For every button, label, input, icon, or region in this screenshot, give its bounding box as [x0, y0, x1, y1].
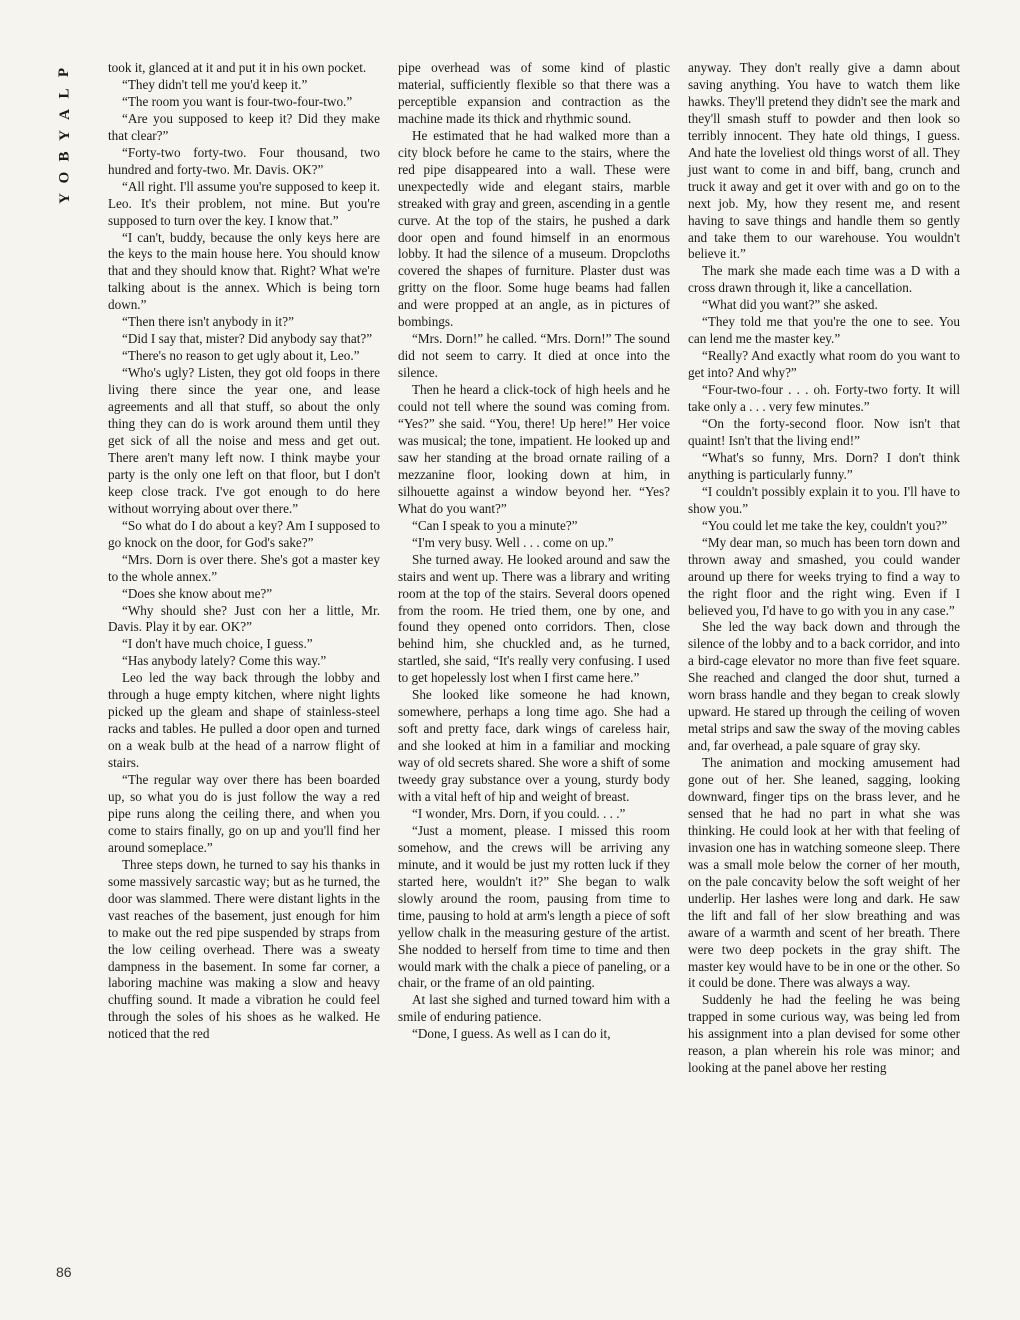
paragraph: “Did I say that, mister? Did anybody say that?” [122, 331, 373, 347]
paragraph: “You could let me take the key, couldn't you?” [702, 517, 948, 533]
text-column-1 [108, 60, 380, 1043]
paragraph: He estimated that he had walked more than a city block before he came to the stairs, where the red pipe disappeared into a wall. These were unexpectedly wide and elegant stairs, marble streaked with gray and green, ascending in a gentle curve. At the top of the stairs, he pushed a dark door open and found himself in an enormous lobby. It had the silence of a museum. Dropcloths covered the shapes of furniture. Plaster dust was gritty on the floor. Some huge beams had fallen and were propped at an angle, as in pictures of bombings. [398, 127, 670, 330]
paragraph: “There's no reason to get ugly about it, Leo.” [122, 348, 360, 364]
paragraph: She looked like someone he had known, somewhere, perhaps a long time ago. She had a soft and pretty face, dark wings of careless hair, and she looked at him in a familiar and mocking way of old secrets shared. She wore a shift of some tweedy gray substance over a young, sturdy body with a vital heft of hip and weight of breast. [398, 687, 670, 804]
paragraph: “What's so funny, Mrs. Dorn? I don't think anything is particularly funny.” [688, 449, 960, 482]
paragraph: The mark she made each time was a D with a cross drawn through it, like a cancellation. [688, 263, 960, 296]
paragraph: She turned away. He looked around and saw the stairs and went up. There was a library and writing room at the top of the stairs. Several doors opened from the room. He tried them, one by one, and found they opened onto corridors. Then, close behind him, she chuckled and, as he turned, startled, she said, “It's really very confusing. I used to get hopelessly lost when I first came here.” [398, 551, 670, 686]
paragraph: “My dear man, so much has been torn down and thrown away and smashed, you could wander around up there for weeks trying to find a way to the right floor and the right wing. Even if I believed you, I'd have to go with you in any case.” [688, 534, 960, 618]
paragraph: “Then there isn't anybody in it?” [122, 314, 294, 330]
paragraph: Three steps down, he turned to say his thanks in some massively sarcastic way; but as he turned, the door was slammed. There were distant lights in the vast reaches of the basement, just enough for him to make out the red pipe suspended by straps from the low ceiling overhead. There was a sweaty dampness in the basement. In some far corner, a laboring machine was making a slow and heavy chuffing sound. It made a vibration he could feel through the soles of his shoes as he walked. He noticed that the red [108, 856, 380, 1042]
paragraph: “They didn't tell me you'd keep it.” [122, 76, 308, 92]
paragraph: Then he heard a click-tock of high heels and he could not tell where the sound was coming from. “Yes?” she said. “You, there! Up here!” Her voice was musical; the tone, impatient. He looked up and saw her standing at the broad ornate railing of a mezzanine floor, looking down at him, in silhouette against a window beyond her. “Yes? What do you want?” [398, 382, 670, 516]
masthead-letter: P [56, 67, 73, 78]
text-column-2 [398, 60, 670, 1043]
masthead-letter: Y [56, 193, 73, 204]
paragraph: “I can't, buddy, because the only keys here are the keys to the main house here. You should know that and they should know that. Right? What we're talking about is the annex. Which is being torn down.” [108, 229, 380, 313]
paragraph: “Done, I guess. As well as I can do it, [412, 1026, 611, 1042]
paragraph: “I don't have much choice, I guess.” [122, 636, 313, 652]
paragraph: “Are you supposed to keep it? Did they make that clear?” [108, 110, 380, 143]
paragraph: Suddenly he had the feeling he was being trapped in some curious way, was being led from his assignment into a plan devised for some other reason, a plan wherein his role was minor; and looking at the panel above her resting [688, 992, 960, 1076]
paragraph: took it, glanced at it and put it in his own pocket. [108, 60, 367, 75]
magazine-masthead [52, 62, 78, 209]
paragraph: She led the way back down and through the silence of the lobby and to a back corridor, and into a bird-cage elevator no more than five feet square. She reached and clanged the door shut, turned a worn brass handle and they began to creak slowly upward. He stared up through the ceiling of woven metal strips and saw the sway of the moving cables and, far overhead, a pale square of gray sky. [688, 619, 960, 754]
paragraph: “Mrs. Dorn!” he called. “Mrs. Dorn!” The sound did not seem to carry. It died at once into the silence. [398, 331, 670, 381]
paragraph: “Has anybody lately? Come this way.” [122, 653, 327, 669]
paragraph: “They told me that you're the one to see. You can lend me the master key.” [688, 314, 960, 347]
paragraph: “Really? And exactly what room do you want to get into? And why?” [688, 348, 960, 381]
page-number: 86 [56, 1264, 72, 1280]
paragraph: “So what do I do about a key? Am I supposed to go knock on the door, for God's sake?” [108, 517, 380, 550]
masthead-letter: B [56, 151, 73, 162]
paragraph: “On the forty-second floor. Now isn't that quaint! Isn't that the living end!” [688, 416, 960, 448]
paragraph: “I wonder, Mrs. Dorn, if you could. . . .” [412, 805, 626, 821]
paragraph: “Why should she? Just con her a little, Mr. Davis. Play it by ear. OK?” [108, 602, 380, 635]
paragraph: pipe overhead was of some kind of plastic material, sufficiently flexible so that there was a perceptible expansion and contraction as the machine made its thick and rhythmic sound. [398, 60, 670, 126]
paragraph: At last she sighed and turned toward him with a smile of enduring patience. [398, 992, 670, 1025]
masthead-letter: Y [56, 130, 73, 141]
paragraph: “The regular way over there has been boarded up, so what you do is just follow the way a red pipe runs along the ceiling there, and when you come to stairs finally, go on up and you'll find her around someplace.” [108, 772, 380, 855]
paragraph: “Who's ugly? Listen, they got old foops in there living there since the year one, and lease agreements and all that stuff, so about the only thing they can do is work around them until they get sick of all the noise and mess and get out. There aren't many left now. I think maybe your party is the only one left on that floor, but I don't keep close track. I've got enough to do here without worrying about over there.” [108, 365, 380, 516]
paragraph: The animation and mocking amusement had gone out of her. She leaned, sagging, looking downward, finger tips on the brass lever, and he sensed that he had no part in what she was thinking. He could look at her with that feeling of invasion one has in watching someone sleep. There was a small mole below the corner of her mouth, on the pale concavity below the soft weight of her underlip. Her lashes were long and dark. He saw the lift and fall of her slow breathing and was aware of a warmth and scent of her breath. There were two deep pockets in the gray shift. The master key would have to be in one or the other. So it could be done. There was always a way. [688, 755, 960, 991]
masthead-letter: O [56, 171, 73, 184]
paragraph: anyway. They don't really give a damn about saving anything. You have to watch them like hawks. They'll pretend they didn't see the mark and they'll smash stuff to powder and then look so terribly innocent. They hate old things, I guess. And hate the loveliest old things worst of all. They just want to come in and biff, bang, crunch and truck it away and get it over with and go on to the next job. My, how they resent me, and resent having to save things and handle them so gently and take them to our warehouse. You wouldn't believe it.” [688, 60, 960, 262]
paragraph: “I'm very busy. Well . . . come on up.” [412, 534, 614, 550]
paragraph: “What did you want?” she asked. [702, 297, 878, 313]
text-column-3 [688, 60, 960, 1077]
paragraph: “Just a moment, please. I missed this room somehow, and the crews will be arriving any minute, and it would be just my rotten luck if they started here, wouldn't it?” She began to walk slowly around the room, pausing from time to time, pausing to hold at arm's length a piece of soft yellow chalk in the measuring gesture of the artist. She nodded to herself from time to time and then would mark with the chalk a piece of paneling, or a chair, or the frame of an old painting. [398, 822, 670, 991]
paragraph: “Does she know about me?” [122, 585, 273, 601]
paragraph: “The room you want is four-two-four-two.” [122, 93, 353, 109]
paragraph: “Mrs. Dorn is over there. She's got a master key to the whole annex.” [108, 551, 380, 584]
paragraph: “Four-two-four . . . oh. Forty-two forty. It will take only a . . . very few minutes.” [688, 382, 960, 415]
masthead-letter: L [56, 88, 73, 99]
paragraph: “Forty-two forty-two. Four thousand, two hundred and forty-two. Mr. Davis. OK?” [108, 144, 380, 177]
paragraph: “All right. I'll assume you're supposed to keep it. Leo. It's their problem, not mine. But you're supposed to turn over the key. I know that.” [108, 178, 380, 228]
paragraph: “I couldn't possibly explain it to you. I'll have to show you.” [688, 483, 960, 516]
paragraph: “Can I speak to you a minute?” [412, 517, 578, 533]
paragraph: Leo led the way back through the lobby and through a huge empty kitchen, where night lights picked up the gleam and shape of stainless-steel racks and tables. He pulled a door open and turned on a weak bulb at the head of a narrow flight of stairs. [108, 670, 380, 771]
masthead-letter: A [56, 109, 73, 120]
